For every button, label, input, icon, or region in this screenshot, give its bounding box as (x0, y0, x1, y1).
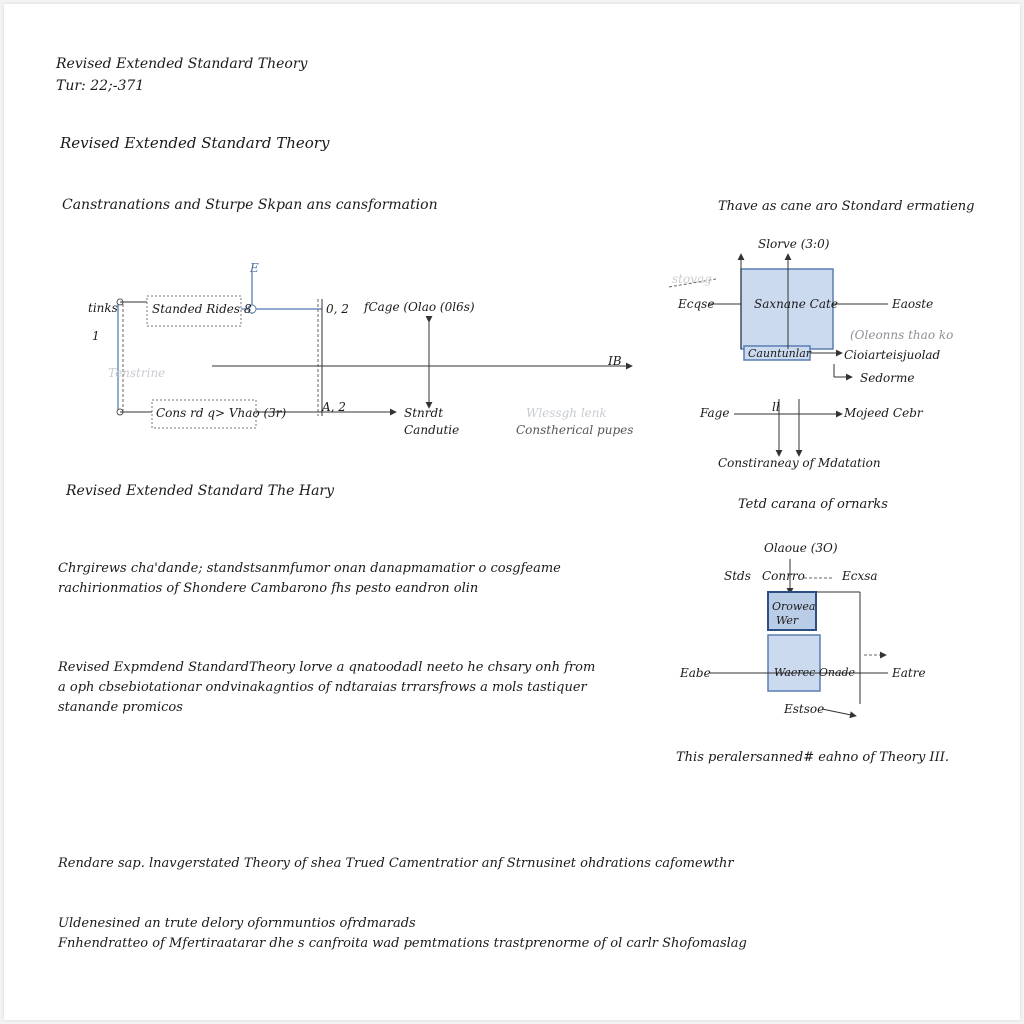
mid-label: 0, 2 (326, 302, 349, 316)
right1-box-label: Saxnane Cate (754, 297, 838, 311)
left-mark-2: 1 (92, 329, 100, 343)
paragraph2-line3: stanande promicos (58, 700, 183, 715)
left-mark: tinks (88, 301, 118, 315)
paragraph1-line2: rachirionmatios of Shondere Cambarono fhs pesto eandron olin (58, 581, 479, 596)
document-title: Revised Extended Standard Theory (56, 56, 308, 72)
right1-left-label-2: Fage (700, 406, 730, 420)
right2-box-top-label-2: Wer (776, 614, 799, 627)
box2-label: Cons rd q> Vhao (3r) (156, 406, 287, 420)
paragraph2-line1: Revised Expmdend StandardTheory lorve a qnatoodadl neeto he chsary onh from (58, 660, 596, 675)
right1-box-bottom: Cauntunlar (748, 347, 812, 360)
footer-line3: Fnhendratteo of Mfertiraatarar dhe s canfroita wad pemtmations trastprenorme of ol carlr Shofomaslag (58, 936, 747, 951)
section-title: Revised Extended Standard Theory (60, 134, 330, 152)
right1-arrow-label-1: Cioiarteisjuolad (844, 348, 941, 362)
right2-bottom-label: Estsoe (784, 702, 825, 716)
faint-left-label: Tenstrine (108, 366, 166, 380)
document-page (4, 4, 1020, 1020)
right2-right-label-2: Eatre (892, 666, 926, 680)
top-marker: E (250, 261, 259, 275)
box1-sub-label: 8 (244, 302, 252, 316)
right2-box-mid-label: Waerec Onade (774, 666, 856, 679)
right1-faint-right: (Oleonns thao ko (850, 328, 954, 342)
footer-line2: Uldenesined an trute delory ofornmuntios ofrdmarads (58, 916, 416, 931)
right2-right-label: Ecxsa (842, 569, 878, 583)
paragraph1-line1: Chrgirews cha'dande; standstsanmfumor onan danapmamatior o cosgfeame (58, 561, 561, 576)
right1-bottom-label: Constiraneay of Mdatation (718, 456, 881, 470)
box1-label: Standed Rides (152, 302, 241, 316)
mid-label-2: A, 2 (322, 400, 346, 414)
node-label: Stnrdt (404, 406, 444, 420)
cage-label: fCage (Olao (0l6s) (364, 300, 475, 314)
right2-left-label: Stds (724, 569, 751, 583)
right2-left-label-3: Eabe (680, 666, 711, 680)
axis-end-label: IB (608, 354, 622, 368)
right1-right-label-2: Mojeed Cebr (844, 406, 923, 420)
right1-left-label: Ecqse (678, 297, 715, 311)
right1-top-label: Slorve (3:0) (758, 237, 830, 251)
footer-line1: Rendare sap. lnavgerstated Theory of shea Trued Camentratior anf Strnusinet ohdrations cafomewthr (58, 856, 734, 871)
left-diagram-heading: Canstranations and Sturpe Skpan ans cansformation (62, 197, 438, 213)
right2-mid-box (768, 635, 820, 691)
faint-right-label: Wlessgh lenk (526, 406, 607, 420)
right2-box-top-label: Orowea (772, 600, 816, 613)
right1-mid-num: ll (772, 400, 780, 414)
node-label-2: Candutie (404, 423, 460, 437)
right2-top-label: Olaoue (3O) (764, 541, 838, 555)
right1-faint-top: stovag (672, 272, 712, 286)
faint-right-label-2: Constherical pupes (516, 423, 634, 437)
right-diagram1-heading: Thave as cane aro Stondard ermatieng (718, 199, 975, 214)
paragraph2-line2: a oph cbsebiotationar ondvinakagntios of ndtaraias trrarsfrows a mols tastiquer (58, 680, 587, 695)
right2-left-label-2: Conrro (762, 569, 805, 583)
right2-bottom-arrow (822, 709, 856, 716)
right-caption: This peralersanned# eahno of Theory III. (676, 750, 949, 765)
right1-arrow-label-2: Sedorme (860, 371, 915, 385)
right-diagram2-heading: Tetd carana of ornarks (738, 497, 888, 512)
right1-right-label: Eaoste (892, 297, 934, 311)
document-subtitle: Tur: 22;-371 (56, 78, 145, 94)
mid-heading: Revised Extended Standard The Hary (66, 483, 335, 499)
